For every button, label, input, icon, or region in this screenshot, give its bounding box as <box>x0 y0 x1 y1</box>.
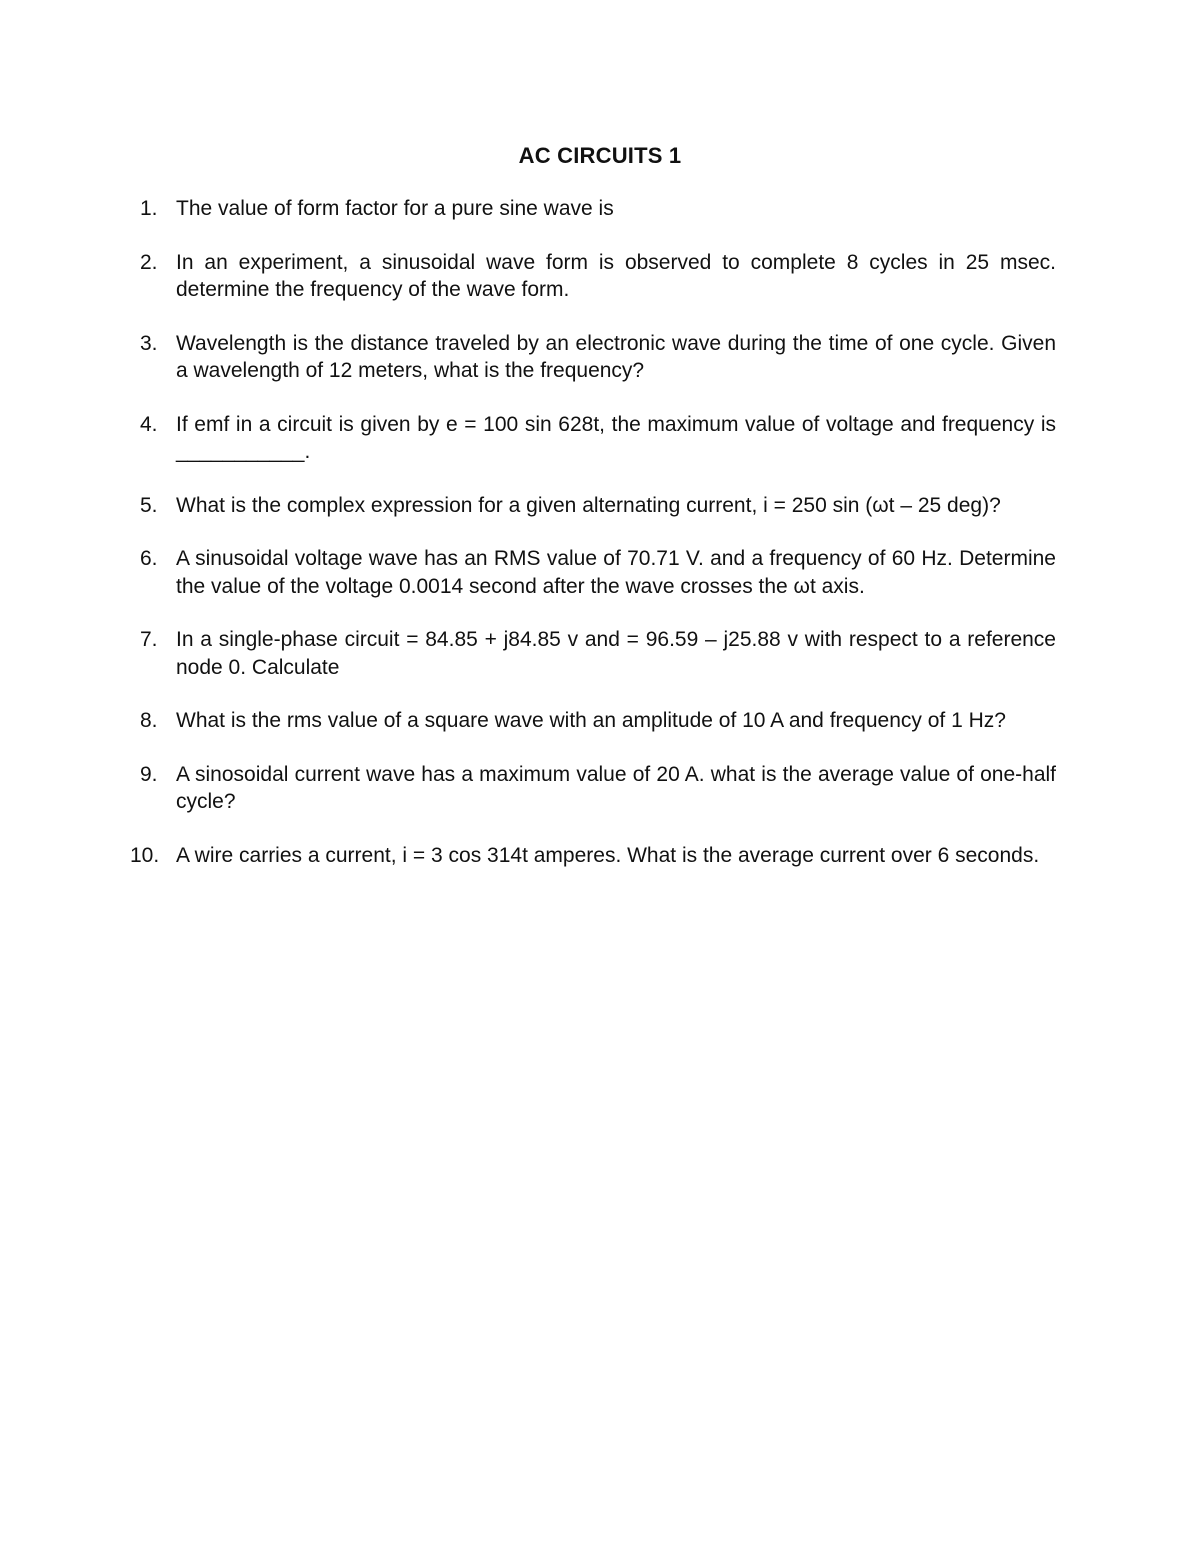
question-item <box>140 545 1056 600</box>
question-text: The value of form factor for a pure sine wave is <box>176 197 614 220</box>
question-text: A sinosoidal current wave has a maximum value of 20 A. what is the average value of one-half cycle? <box>176 762 1056 813</box>
question-number: 9. <box>140 762 158 786</box>
question-text: A wire carries a current, i = 3 cos 314t amperes. What is the average current over 6 seconds. <box>176 843 1040 867</box>
question-number: 5. <box>140 493 158 517</box>
question-item <box>140 707 1056 735</box>
question-number: 2. <box>140 250 158 274</box>
question-item <box>140 492 1056 520</box>
question-text: A sinusoidal voltage wave has an RMS value of 70.71 V. and a frequency of 60 Hz. Determine the value of the voltage 0.0014 second after the wave crosses the ωt axis. <box>176 547 1056 598</box>
question-item <box>130 842 1056 870</box>
question-number: 8. <box>140 709 158 732</box>
question-number: 4. <box>140 412 158 436</box>
question-text: What is the complex expression for a given alternating current, i = 250 sin (ωt – 25 deg)? <box>176 493 1001 517</box>
question-item <box>140 330 1056 385</box>
question-number: 10. <box>130 843 160 867</box>
question-item <box>140 761 1056 816</box>
question-text: If emf in a circuit is given by e = 100 sin 628t, the maximum value of voltage and frequency is ___________. <box>176 412 1056 463</box>
question-number: 6. <box>140 547 158 570</box>
page-title: AC CIRCUITS 1 <box>518 143 682 168</box>
question-text: In an experiment, a sinusoidal wave form is observed to complete 8 cycles in 25 msec. determine the frequency of the wave form. <box>176 250 1056 301</box>
question-list <box>130 195 1056 895</box>
question-item <box>140 195 1056 223</box>
question-number: 7. <box>140 628 158 651</box>
question-number: 3. <box>140 331 158 355</box>
question-item <box>140 249 1056 304</box>
question-text: In a single-phase circuit = 84.85 + j84.85 v and = 96.59 – j25.88 v with respect to a reference node 0. Calculate <box>176 628 1056 679</box>
question-item <box>140 411 1056 466</box>
question-text: Wavelength is the distance traveled by an electronic wave during the time of one cycle. Given a wavelength of 12 meters, what is the frequency? <box>176 331 1056 382</box>
question-text: What is the rms value of a square wave with an amplitude of 10 A and frequency of 1 Hz? <box>176 709 1006 732</box>
question-number: 1. <box>140 197 158 220</box>
question-item <box>140 626 1056 681</box>
